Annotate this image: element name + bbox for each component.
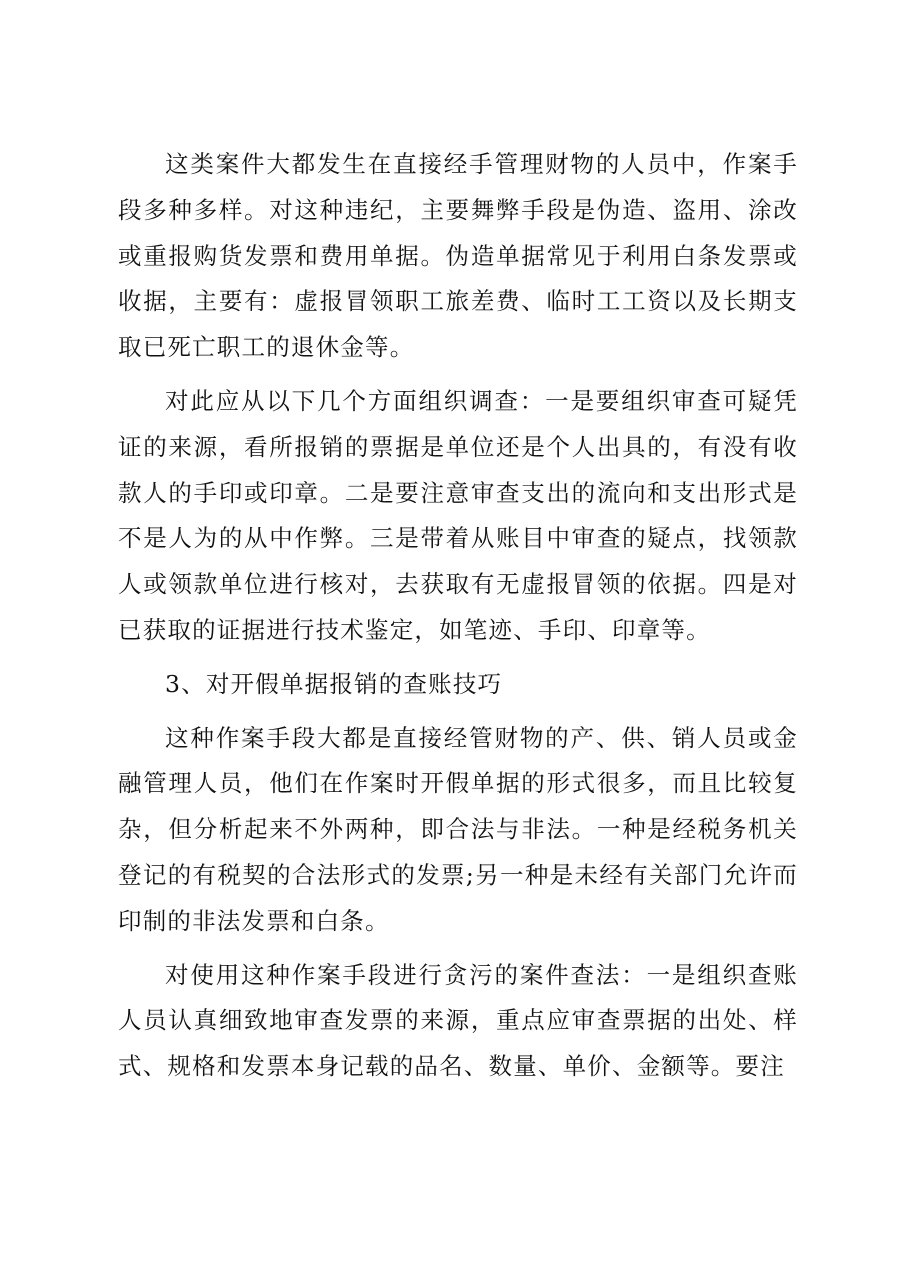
paragraph-gap [118, 708, 798, 716]
paragraph-gap [118, 654, 798, 662]
paragraph-case-description: 这类案件大都发生在直接经手管理财物的人员中，作案手段多种多样。对这种违纪，主要舞弊手段是伪造、盗用、涂改或重报购货发票和费用单据。伪造单据常见于利用白条发票或收据，主要有：虚报冒领职工旅差费、临时工工资以及长期支取已死亡职工的退休金等。 [118, 150, 798, 362]
paragraph-fake-receipts: 这种作案手段大都是直接经管财物的产、供、销人员或金融管理人员，他们在作案时开假单据的形式很多，而且比较复杂，但分析起来不外两种，即合法与非法。一种是经税务机关登记的有税契的合法形式的发票;另一种是未经有关部门允许而印制的非法发票和白条。 [118, 723, 798, 935]
section-heading: 3、对开假单据报销的查账技巧 [165, 669, 503, 698]
paragraph-gap [118, 371, 798, 379]
paragraph-investigation-steps: 对此应从以下几个方面组织调查：一是要组织审查可疑凭证的来源，看所报销的票据是单位还是个人出具的，有没有收款人的手印或印章。二是要注意审查支出的流向和支出形式是不是人为的从中作弊。三是带着从账目中审查的疑点，找领款人或领款单位进行核对，去获取有无虚报冒领的依据。四是对已获取的证据进行技术鉴定，如笔迹、手印、印章等。 [118, 386, 798, 644]
document-body [118, 142, 798, 1090]
paragraph-gap [118, 945, 798, 953]
paragraph-audit-method: 对使用这种作案手段进行贪污的案件查法：一是组织查账人员认真细致地审查发票的来源，重点应审查票据的出处、样式、规格和发票本身记载的品名、数量、单价、金额等。要注 [118, 960, 798, 1081]
